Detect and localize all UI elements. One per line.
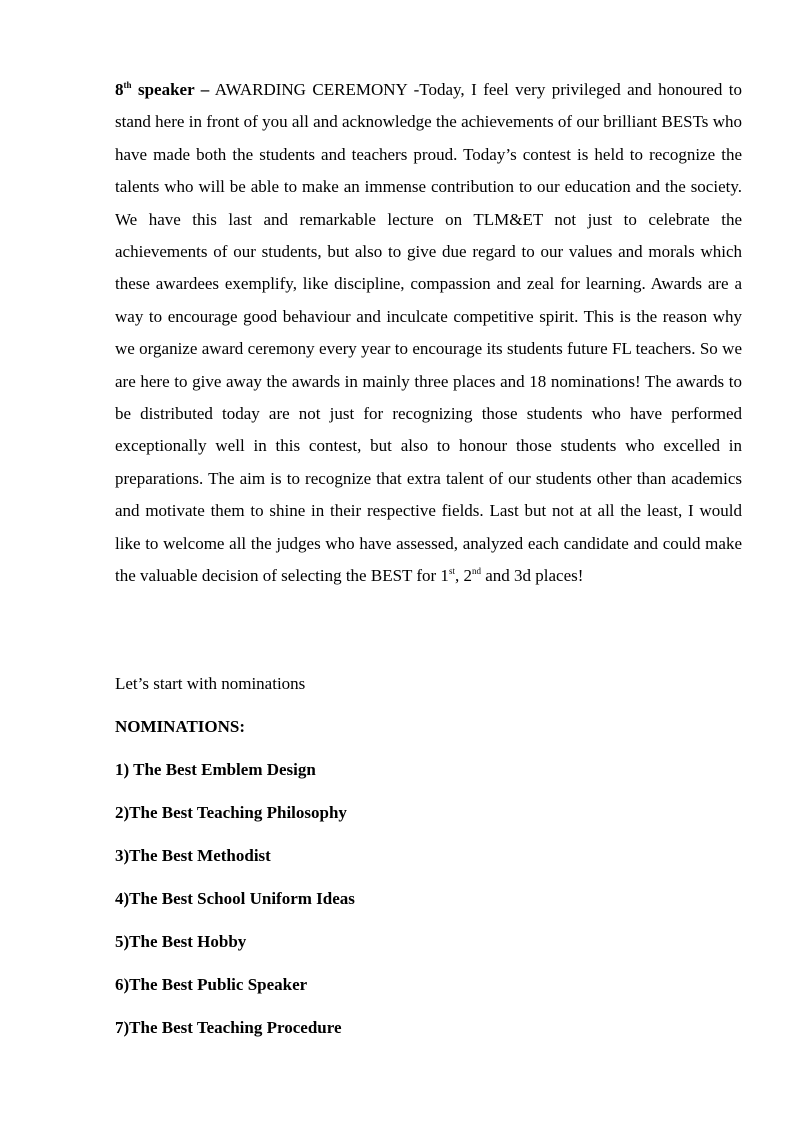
nominations-heading: NOMINATIONS: [115, 717, 246, 736]
nomination-item: 6)The Best Public Speaker [115, 975, 308, 994]
speaker-ordinal-suffix: th [123, 80, 132, 90]
nomination-item: 4)The Best School Uniform Ideas [115, 889, 355, 908]
nomination-item: 7)The Best Teaching Procedure [115, 1018, 342, 1037]
speech-paragraph [115, 74, 742, 593]
second-place-suffix: nd [471, 566, 481, 577]
speech-body-text: AWARDING CEREMONY -Today, I feel very privileged and honoured to stand here in front of you all and acknowledge the achievements of our brilliant BESTs who have made both the students and teachers proud. Today’s contest is held to recognize the talents who will be able to make an immense contribution to our education and the society. We have this last and remarkable lecture on TLM&ET not just to celebrate the achievements of our students, but also to give due regard to our values and morals which these awardees exemplify, like discipline, compassion and zeal for learning. Awards are a way to encourage good behaviour and inculcate competitive spirit. This is the reason why we organize award ceremony every year to encourage its students future FL teachers. So we are here to give away the awards in mainly three places and 18 nominations! The awards to be distributed today are not just for recognizing those students who have performed exceptionally well in this contest, but also to honour those students who excelled in preparations. The aim is to recognize that extra talent of our students other than academics and motivate them to shine in their respective fields. Last but not at all the least, I would like to welcome all the judges who have assessed, analyzed each candidate and could make the valuable decision of selecting the BEST for 1 [115, 80, 743, 586]
nomination-item: 1) The Best Emblem Design [115, 760, 316, 779]
nomination-item: 3)The Best Methodist [115, 846, 271, 865]
start-nominations-line: Let’s start with nominations [115, 674, 306, 693]
first-place-suffix: st [448, 566, 455, 577]
nomination-item: 5)The Best Hobby [115, 932, 247, 951]
speaker-ordinal-number: 8 [115, 80, 124, 99]
speaker-label: speaker – [131, 80, 210, 99]
nomination-item: 2)The Best Teaching Philosophy [115, 803, 347, 822]
speech-closing-text: and 3d places! [480, 566, 584, 586]
speaker-heading [115, 80, 209, 99]
place-separator: , 2 [454, 566, 472, 586]
